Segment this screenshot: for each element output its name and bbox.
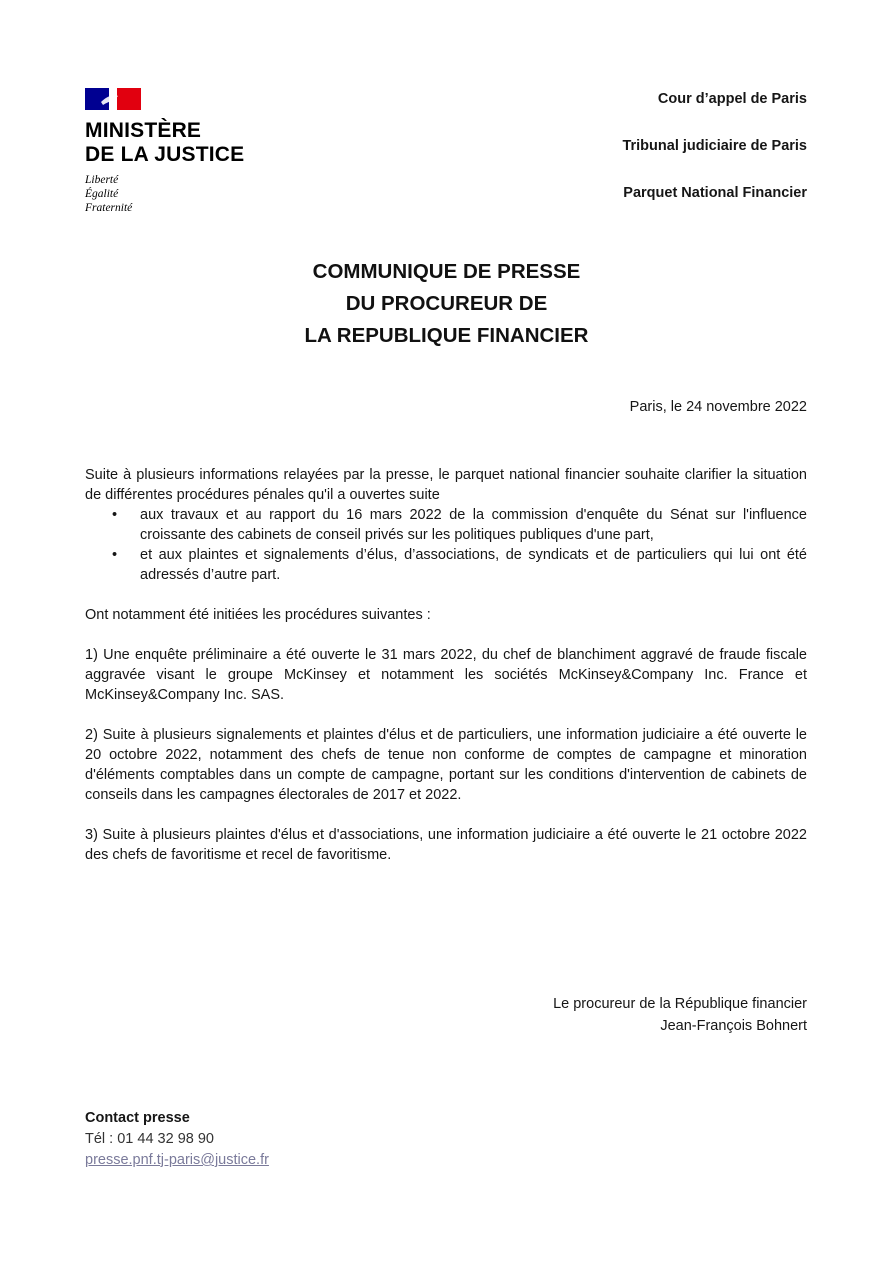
french-flag-icon — [85, 88, 141, 110]
procedures-lead: Ont notamment été initiées les procédures suivantes : — [85, 607, 431, 623]
court-appeal: Cour d’appel de Paris — [657, 91, 807, 107]
ministry-line-2: DE LA JUSTICE — [85, 143, 245, 166]
list-item: • et aux plaintes et signalements d’élus, d’associations, de syndicats et de particuliers qui lui ont été adressés d’autre part. — [112, 547, 807, 583]
motto-liberte: Liberté — [85, 174, 119, 186]
signature-block — [553, 993, 807, 1037]
signature-role: Le procureur de la République financier — [553, 996, 807, 1012]
procedure-2: 2) Suite à plusieurs signalements et plaintes d'élus et de particuliers, une information judiciaire a été ouverte le 20 octobre 2022, notamment des chefs de tenue non conforme de comptes de campagne et minoration d'éléments comptables dans un compte de campagne, portant sur les conditions d'intervention de cabinets de conseils dans les campagnes électorales de 2017 et 2022. — [85, 727, 807, 803]
court-header — [622, 89, 807, 230]
contact-title: Contact presse — [85, 1110, 190, 1126]
ministry-line-1: MINISTÈRE — [85, 119, 202, 142]
procedure-3: 3) Suite à plusieurs plaintes d'élus et d'associations, une information judiciaire a été ouverte le 21 octobre 2022 des chefs de favoritisme et recel de favoritisme. — [85, 827, 807, 863]
ministry-logo — [85, 88, 285, 215]
motto-fraternite: Fraternité — [85, 202, 133, 214]
bullet-list — [85, 505, 807, 585]
ministry-name — [85, 119, 285, 167]
document-date: Paris, le 24 novembre 2022 — [629, 399, 807, 415]
motto-egalite: Égalité — [85, 188, 119, 200]
court-tribunal: Tribunal judiciaire de Paris — [622, 138, 807, 154]
title-line-2: DU PROCUREUR DE — [345, 292, 548, 315]
court-parquet: Parquet National Financier — [623, 185, 807, 201]
procedure-1: 1) Une enquête préliminaire a été ouverte le 31 mars 2022, du chef de blanchiment aggravé de fraude fiscale aggravée visant le groupe McKinsey et notamment les sociétés McKinsey&Company Inc. France et McKinsey&Company Inc. SAS. — [85, 647, 807, 703]
bullet-icon: • — [112, 547, 118, 563]
contact-email-link[interactable]: presse.pnf.tj-paris@justice.fr — [85, 1152, 269, 1168]
document-body — [85, 465, 807, 865]
title-line-3: LA REPUBLIQUE FINANCIER — [304, 324, 589, 347]
bullet-icon: • — [112, 507, 118, 523]
republic-motto — [85, 173, 285, 215]
contact-phone: Tél : 01 44 32 98 90 — [85, 1131, 214, 1147]
title-line-1: COMMUNIQUE DE PRESSE — [312, 260, 581, 283]
press-contact — [85, 1108, 269, 1171]
document-title — [0, 256, 893, 352]
signature-name: Jean-François Bohnert — [660, 1018, 807, 1034]
list-item: • aux travaux et au rapport du 16 mars 2022 de la commission d'enquête du Sénat sur l'influence croissante des cabinets de conseil privés sur les politiques publiques d'une part, — [112, 507, 807, 543]
intro-paragraph: Suite à plusieurs informations relayées par la presse, le parquet national financier souhaite clarifier la situation de différentes procédures pénales qu'il a ouvertes suite — [85, 467, 807, 503]
